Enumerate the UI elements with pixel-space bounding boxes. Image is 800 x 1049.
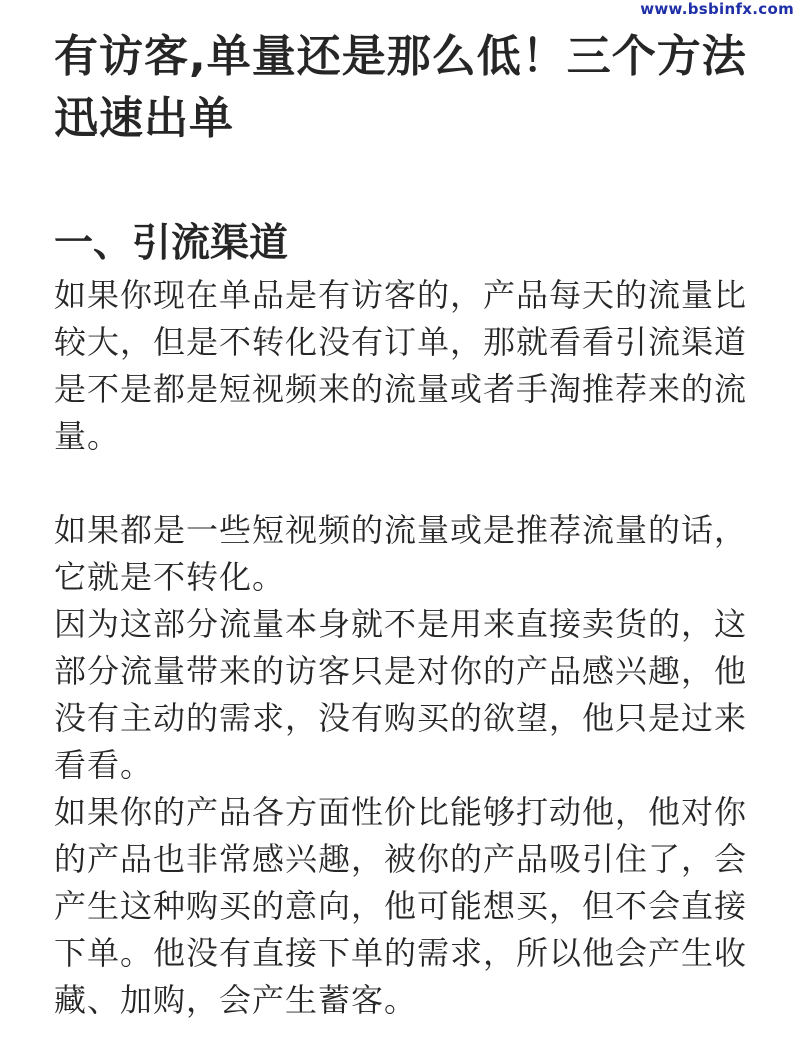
site-watermark: www.bsbinfx.com	[640, 0, 794, 18]
paragraph-traffic-channels: 如果你现在单品是有访客的，产品每天的流量比较大，但是不转化没有订单，那就看看引流渠道是不是都是短视频来的流量或者手淘推荐来的流量。	[54, 276, 748, 455]
article	[54, 26, 754, 1024]
paragraph-no-conversion: 如果都是一些短视频的流量或是推荐流量的话，它就是不转化。	[54, 511, 748, 596]
paragraph-purchase-intent: 如果你的产品各方面性价比能够打动他，他对你的产品也非常感兴趣，被你的产品吸引住了，会产生这种购买的意向，他可能想买，但不会直接下单。他没有直接下单的需求，所以他会产生收藏、加购，会产生蓄客。	[54, 793, 748, 1019]
paragraph-spacer	[54, 460, 754, 507]
paragraph-browsing-visitors: 因为这部分流量本身就不是用来直接卖货的，这部分流量带来的访客只是对你的产品感兴趣，他没有主动的需求，没有购买的欲望，他只是过来看看。	[54, 605, 748, 784]
article-title: 有访客,单量还是那么低！三个方法迅速出单	[54, 31, 747, 144]
section-heading: 一、引流渠道	[54, 221, 289, 266]
